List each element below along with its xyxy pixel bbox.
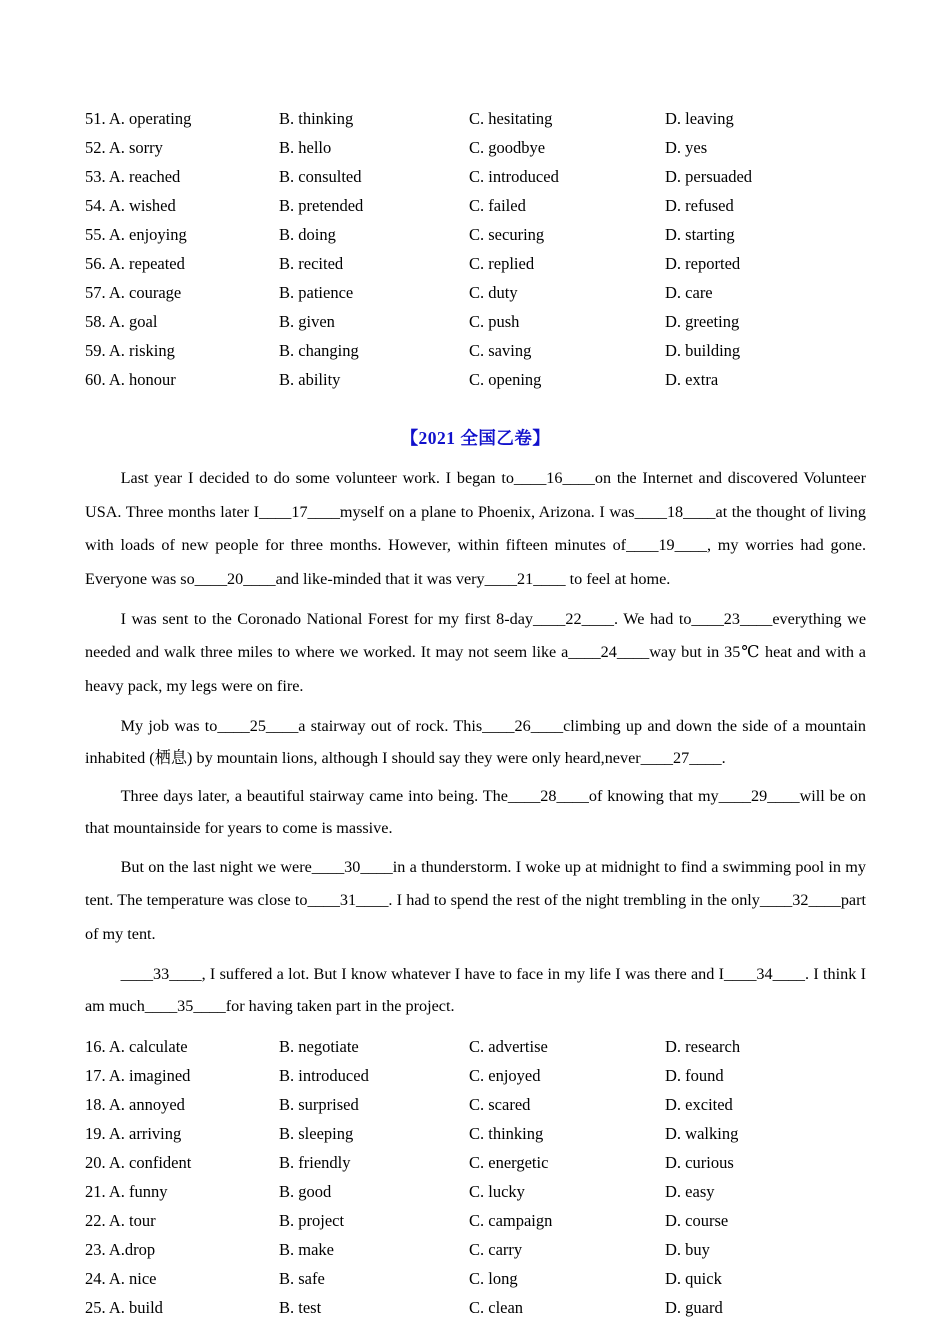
table-row [85, 278, 866, 307]
option-b: B. ability [279, 370, 341, 389]
option-a: 24. A. nice [85, 1269, 157, 1288]
table-row [85, 1293, 866, 1322]
option-c: C. thinking [469, 1124, 544, 1143]
option-b: B. consulted [279, 167, 362, 186]
option-a: 60. A. honour [85, 370, 176, 389]
table-row [85, 1235, 866, 1264]
option-a: 58. A. goal [85, 312, 158, 331]
option-b: B. test [279, 1298, 322, 1317]
passage-paragraph-2: I was sent to the Coronado National Forest for my first 8-day____22____. We had to____23____everything we needed and walk three miles to where we worked. It may not seem like a____24____way but in 35℃ heat and with a heavy pack, my legs were on fire. [85, 609, 866, 695]
table-row [85, 336, 866, 365]
option-c: C. saving [469, 341, 532, 360]
table-row [85, 162, 866, 191]
option-c: C. securing [469, 225, 545, 244]
passage-paragraph-1: Last year I decided to do some volunteer work. I began to____16____on the Internet and discovered Volunteer USA. Three months later I____17____myself on a plane to Phoenix, Arizona. I was____18____at the thought of living with loads of new people for three months. However, within fifteen minutes of____19____, my worries had gone. Everyone was so____20____and like-minded that it was very____21____ to feel at home. [85, 469, 866, 588]
option-d: D. leaving [665, 109, 734, 128]
option-a: 59. A. risking [85, 341, 175, 360]
option-d: D. care [665, 283, 713, 302]
option-a: 18. A. annoyed [85, 1095, 185, 1114]
option-d: D. course [665, 1211, 729, 1230]
option-d: D. greeting [665, 312, 740, 331]
option-b: B. doing [279, 225, 336, 244]
option-a: 17. A. imagined [85, 1066, 191, 1085]
option-d: D. easy [665, 1182, 715, 1201]
option-d: D. yes [665, 138, 708, 157]
option-c: C. campaign [469, 1211, 553, 1230]
table-row [85, 1206, 866, 1235]
option-b: B. good [279, 1182, 332, 1201]
option-c: C. goodbye [469, 138, 546, 157]
passage-paragraph-4: Three days later, a beautiful stairway came into being. The____28____of knowing that my____29____will be on that mountainside for years to come is massive. [85, 787, 866, 837]
option-d: D. guard [665, 1298, 723, 1317]
option-d: D. quick [665, 1269, 722, 1288]
option-c: C. duty [469, 283, 518, 302]
option-c: C. advertise [469, 1037, 548, 1056]
option-a: 25. A. build [85, 1298, 163, 1317]
option-b: B. changing [279, 341, 359, 360]
option-c: C. opening [469, 370, 542, 389]
table-row [85, 191, 866, 220]
option-c: C. push [469, 312, 520, 331]
options-table-51-60 [85, 104, 866, 394]
option-a: 55. A. enjoying [85, 225, 187, 244]
table-row [85, 1061, 866, 1090]
option-b: B. hello [279, 138, 332, 157]
option-d: D. refused [665, 196, 734, 215]
option-a: 23. A.drop [85, 1240, 156, 1259]
option-c: C. failed [469, 196, 526, 215]
option-a: 19. A. arriving [85, 1124, 182, 1143]
options-table-body [85, 104, 866, 394]
table-row [85, 1148, 866, 1177]
option-d: D. persuaded [665, 167, 753, 186]
option-d: D. found [665, 1066, 724, 1085]
option-d: D. reported [665, 254, 741, 273]
option-d: D. buy [665, 1240, 710, 1259]
option-c: C. replied [469, 254, 535, 273]
option-c: C. long [469, 1269, 518, 1288]
option-b: B. given [279, 312, 335, 331]
option-a: 57. A. courage [85, 283, 182, 302]
option-b: B. surprised [279, 1095, 359, 1114]
table-row [85, 104, 866, 133]
option-c: C. enjoyed [469, 1066, 541, 1085]
option-b: B. patience [279, 283, 354, 302]
option-c: C. carry [469, 1240, 523, 1259]
option-d: D. building [665, 341, 741, 360]
table-row [85, 1119, 866, 1148]
passage-paragraph-3: My job was to____25____a stairway out of rock. This____26____climbing up and down the side of a mountain inhabited (栖息) by mountain lions, although I should say they were only heard,never____27____. [85, 716, 866, 767]
option-b: B. negotiate [279, 1037, 359, 1056]
table-row [85, 1264, 866, 1293]
option-c: C. lucky [469, 1182, 525, 1201]
passage-paragraph-5: But on the last night we were____30____in a thunderstorm. I woke up at midnight to find a swimming pool in my tent. The temperature was close to____31____. I had to spend the rest of the night trembling in the only____32____part of my tent. [85, 857, 866, 943]
option-c: C. scared [469, 1095, 531, 1114]
option-b: B. sleeping [279, 1124, 354, 1143]
option-c: C. energetic [469, 1153, 549, 1172]
table-row [85, 220, 866, 249]
option-a: 16. A. calculate [85, 1037, 188, 1056]
table-row [85, 249, 866, 278]
option-b: B. pretended [279, 196, 364, 215]
option-b: B. make [279, 1240, 334, 1259]
option-d: D. walking [665, 1124, 739, 1143]
block-spacer [85, 1022, 866, 1032]
option-a: 56. A. repeated [85, 254, 185, 273]
section-heading: 【2021 全国乙卷】 [400, 428, 551, 448]
option-d: D. extra [665, 370, 719, 389]
option-c: C. hesitating [469, 109, 553, 128]
option-d: D. research [665, 1037, 741, 1056]
table-row [85, 365, 866, 394]
option-a: 52. A. sorry [85, 138, 163, 157]
option-a: 51. A. operating [85, 109, 192, 128]
option-d: D. curious [665, 1153, 734, 1172]
option-a: 21. A. funny [85, 1182, 168, 1201]
option-d: D. starting [665, 225, 735, 244]
table-row [85, 1032, 866, 1061]
option-b: B. friendly [279, 1153, 351, 1172]
option-d: D. excited [665, 1095, 733, 1114]
option-a: 53. A. reached [85, 167, 181, 186]
option-a: 22. A. tour [85, 1211, 156, 1230]
option-b: B. safe [279, 1269, 325, 1288]
option-b: B. recited [279, 254, 344, 273]
passage-paragraph-6: ____33____, I suffered a lot. But I know whatever I have to face in my life I was there and I____34____. I think I am much____35____for having taken part in the project. [85, 964, 866, 1015]
option-c: C. clean [469, 1298, 524, 1317]
option-b: B. project [279, 1211, 345, 1230]
table-row [85, 1177, 866, 1206]
option-a: 54. A. wished [85, 196, 176, 215]
table-row [85, 307, 866, 336]
option-a: 20. A. confident [85, 1153, 192, 1172]
page-content [85, 104, 866, 1322]
table-row [85, 133, 866, 162]
options-table-body [85, 1032, 866, 1322]
options-table-16-25 [85, 1032, 866, 1322]
table-row [85, 1090, 866, 1119]
option-b: B. thinking [279, 109, 354, 128]
option-b: B. introduced [279, 1066, 369, 1085]
option-c: C. introduced [469, 167, 559, 186]
